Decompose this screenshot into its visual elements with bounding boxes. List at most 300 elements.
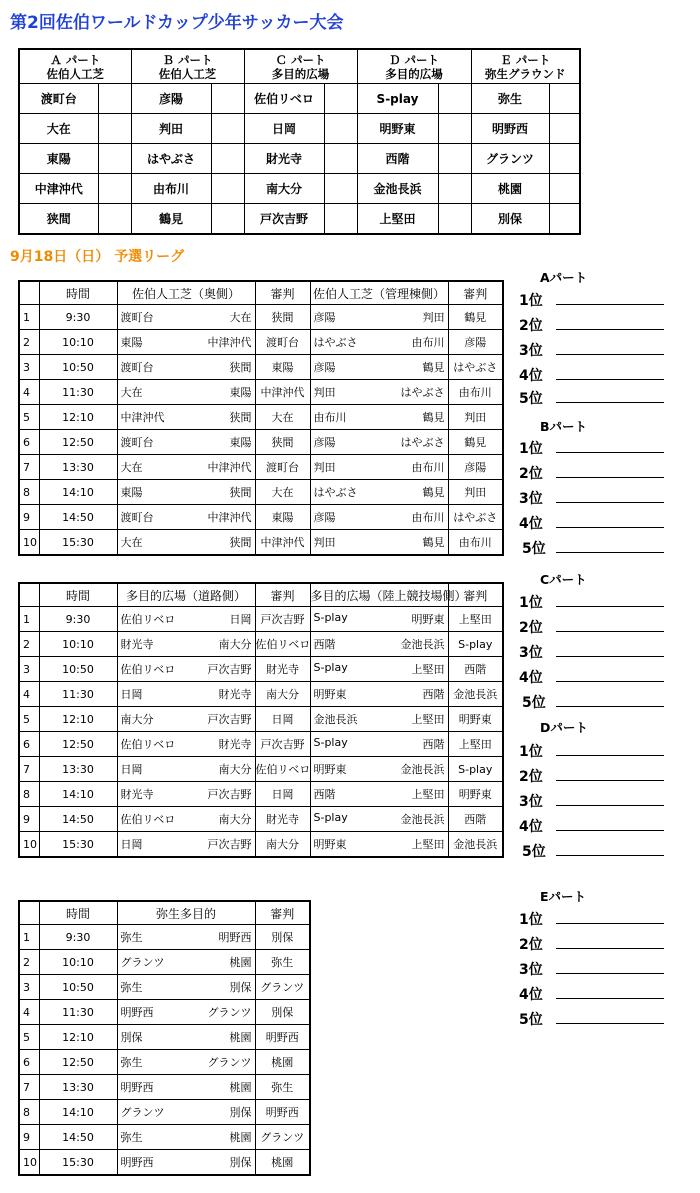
standings-rank-label: 5位 — [519, 391, 543, 407]
group-blank-cell — [324, 144, 357, 174]
group-team-cell: 財光寺 — [244, 144, 324, 174]
group-team-cell: 渡町台 — [19, 84, 98, 114]
home-team: 佐伯リベロ — [120, 813, 176, 826]
away-team: 中津沖代 — [207, 511, 252, 524]
schedule-row — [19, 405, 503, 430]
home-team: 明野東 — [313, 838, 347, 851]
group-blank-cell — [438, 144, 471, 174]
match-cell — [117, 832, 255, 858]
schedule-header-cell: 弥生多目的 — [117, 901, 255, 925]
home-team: 判田 — [313, 536, 336, 549]
referee-cell: 鶴見 — [448, 305, 503, 330]
home-team: 佐伯リベロ — [120, 663, 176, 676]
schedule-header-cell: 時間 — [39, 583, 117, 607]
match-number: 10 — [19, 1150, 39, 1176]
standings-rank-label: 5位 — [522, 695, 546, 711]
referee-cell: 南大分 — [255, 832, 310, 858]
schedule-row — [19, 757, 503, 782]
home-team: 日岡 — [120, 688, 143, 701]
home-team: 弥生 — [120, 1131, 143, 1144]
schedule-row — [19, 732, 503, 757]
standings-rank-label: 1位 — [519, 744, 543, 760]
match-number: 5 — [19, 405, 39, 430]
away-team: 鶴見 — [422, 536, 445, 549]
match-cell — [117, 530, 255, 556]
away-team: はやぶさ — [400, 436, 445, 449]
standings-rank-label: 3位 — [519, 491, 543, 507]
home-team: 彦陽 — [313, 436, 336, 449]
referee-cell: 彦陽 — [448, 330, 503, 355]
group-blank-cell — [211, 174, 244, 204]
away-team: 別保 — [229, 1106, 252, 1119]
home-team: 明野西 — [120, 1081, 154, 1094]
match-cell — [117, 1100, 255, 1125]
referee-cell: 金池長浜 — [448, 682, 503, 707]
match-time: 14:50 — [39, 807, 117, 832]
home-team: 渡町台 — [120, 436, 154, 449]
home-team: 東陽 — [120, 336, 143, 349]
match-cell — [310, 530, 448, 556]
match-time: 10:50 — [39, 657, 117, 682]
home-team: 中津沖代 — [120, 411, 165, 424]
match-cell — [310, 380, 448, 405]
schedule-row — [19, 925, 310, 950]
match-number: 8 — [19, 1100, 39, 1125]
schedule-row — [19, 1150, 310, 1176]
match-cell — [310, 455, 448, 480]
standings-entry-line — [556, 402, 664, 403]
match-cell — [310, 355, 448, 380]
match-number: 2 — [19, 950, 39, 975]
match-cell — [117, 330, 255, 355]
standings-rank-label: 3位 — [519, 645, 543, 661]
match-cell — [310, 505, 448, 530]
referee-cell: 佐伯リベロ — [255, 632, 310, 657]
schedule-row — [19, 1050, 310, 1075]
schedule-row — [19, 707, 503, 732]
match-time: 15:30 — [39, 832, 117, 858]
schedule-row — [19, 607, 503, 632]
away-team: 鶴見 — [422, 361, 445, 374]
match-cell — [117, 975, 255, 1000]
schedule-row — [19, 380, 503, 405]
match-time: 10:10 — [39, 950, 117, 975]
away-team: 鶴見 — [422, 486, 445, 499]
standings-entry-line — [556, 706, 664, 707]
match-number: 3 — [19, 657, 39, 682]
match-time: 12:50 — [39, 1050, 117, 1075]
group-table — [18, 48, 581, 235]
referee-cell: 南大分 — [255, 682, 310, 707]
schedule-row — [19, 807, 503, 832]
home-team: はやぶさ — [313, 336, 358, 349]
standings-rank-label: 5位 — [522, 541, 546, 557]
schedule-table-jinkoshiba — [18, 280, 504, 556]
away-team: 上堅田 — [411, 713, 445, 726]
standings-entry-line — [556, 452, 664, 453]
home-team: S-play — [313, 611, 348, 624]
schedule-header-row — [19, 901, 310, 925]
group-blank-cell — [211, 84, 244, 114]
referee-cell: 財光寺 — [255, 807, 310, 832]
match-time: 11:30 — [39, 682, 117, 707]
away-team: 鶴見 — [422, 411, 445, 424]
group-team-cell: グランツ — [471, 144, 549, 174]
schedule-row — [19, 430, 503, 455]
group-blank-cell — [211, 204, 244, 235]
away-team: 桃園 — [229, 956, 252, 969]
standings-rank-label: 3位 — [519, 794, 543, 810]
referee-cell: 東陽 — [255, 505, 310, 530]
standings-entry-line — [556, 552, 664, 553]
match-number: 4 — [19, 682, 39, 707]
group-blank-cell — [98, 84, 131, 114]
group-team-cell: 明野東 — [357, 114, 438, 144]
away-team: 狭間 — [229, 411, 252, 424]
match-number: 6 — [19, 1050, 39, 1075]
match-cell — [117, 1150, 255, 1176]
match-cell — [117, 505, 255, 530]
away-team: 上堅田 — [411, 788, 445, 801]
away-team: 東陽 — [229, 386, 252, 399]
standings-entry-line — [556, 304, 664, 305]
referee-cell: 東陽 — [255, 355, 310, 380]
schedule-table-tamokuteki — [18, 582, 504, 858]
referee-cell: 大在 — [255, 480, 310, 505]
away-team: 財光寺 — [218, 738, 252, 751]
away-team: 南大分 — [218, 638, 252, 651]
group-header-e: Ｅ パート 弥生グラウンド — [471, 49, 580, 84]
match-cell — [310, 707, 448, 732]
group-row — [19, 114, 580, 144]
home-team: 佐伯リベロ — [120, 738, 176, 751]
home-team: 明野西 — [120, 1006, 154, 1019]
match-time: 14:10 — [39, 782, 117, 807]
away-team: 東陽 — [229, 436, 252, 449]
standings-rank-label: 1位 — [519, 441, 543, 457]
match-time: 14:10 — [39, 480, 117, 505]
away-team: 大在 — [229, 311, 252, 324]
match-time: 10:50 — [39, 355, 117, 380]
referee-cell: 中津沖代 — [255, 380, 310, 405]
group-team-cell: 西階 — [357, 144, 438, 174]
match-cell — [310, 657, 448, 682]
schedule-table-yayoi — [18, 900, 311, 1176]
standings-entry-line — [556, 830, 664, 831]
match-cell — [310, 682, 448, 707]
group-team-cell: 鶴見 — [131, 204, 211, 235]
match-cell — [117, 607, 255, 632]
group-team-cell: 東陽 — [19, 144, 98, 174]
away-team: 由布川 — [411, 461, 445, 474]
match-time: 9:30 — [39, 607, 117, 632]
standings-entry-line — [556, 606, 664, 607]
standings-entry-line — [556, 923, 664, 924]
match-time: 13:30 — [39, 757, 117, 782]
referee-cell: 明野東 — [448, 782, 503, 807]
away-team: 明野西 — [218, 931, 252, 944]
match-number: 7 — [19, 757, 39, 782]
group-blank-cell — [549, 204, 580, 235]
group-team-cell: 金池長浜 — [357, 174, 438, 204]
home-team: 別保 — [120, 1031, 143, 1044]
away-team: 南大分 — [218, 763, 252, 776]
away-team: 中津沖代 — [207, 461, 252, 474]
home-team: 弥生 — [120, 931, 143, 944]
referee-cell: 戸次吉野 — [255, 607, 310, 632]
group-team-cell: 中津沖代 — [19, 174, 98, 204]
referee-cell: 明野西 — [255, 1100, 310, 1125]
away-team: 日岡 — [229, 613, 252, 626]
home-team: 判田 — [313, 461, 336, 474]
home-team: 渡町台 — [120, 361, 154, 374]
group-blank-cell — [549, 84, 580, 114]
referee-cell: 大在 — [255, 405, 310, 430]
match-cell — [310, 807, 448, 832]
schedule-header-cell: 審判 — [448, 583, 503, 607]
referee-cell: 彦陽 — [448, 455, 503, 480]
group-blank-cell — [98, 114, 131, 144]
group-header-d: Ｄ パート 多目的広場 — [357, 49, 471, 84]
group-team-cell: 大在 — [19, 114, 98, 144]
match-number: 6 — [19, 430, 39, 455]
schedule-header-cell: 時間 — [39, 281, 117, 305]
match-cell — [117, 757, 255, 782]
away-team: 戸次吉野 — [207, 788, 252, 801]
group-blank-cell — [438, 204, 471, 235]
home-team: 彦陽 — [313, 511, 336, 524]
referee-cell: 中津沖代 — [255, 530, 310, 556]
standings-rank-label: 4位 — [519, 368, 543, 384]
group-header-c: Ｃ パート 多目的広場 — [244, 49, 357, 84]
away-team: 上堅田 — [411, 663, 445, 676]
away-team: 桃園 — [229, 1081, 252, 1094]
match-number: 6 — [19, 732, 39, 757]
schedule-row — [19, 530, 503, 556]
standings-rank-label: 5位 — [522, 844, 546, 860]
away-team: 由布川 — [411, 511, 445, 524]
home-team: S-play — [313, 736, 348, 749]
schedule-header-row — [19, 583, 503, 607]
group-team-cell: 日岡 — [244, 114, 324, 144]
away-team: はやぶさ — [400, 386, 445, 399]
home-team: 由布川 — [313, 411, 347, 424]
home-team: 財光寺 — [120, 638, 154, 651]
match-cell — [117, 1000, 255, 1025]
schedule-row — [19, 505, 503, 530]
match-cell — [310, 430, 448, 455]
standings-entry-line — [556, 656, 664, 657]
match-number: 5 — [19, 1025, 39, 1050]
match-cell — [117, 807, 255, 832]
standings-rank-label: 2位 — [519, 620, 543, 636]
match-cell — [310, 732, 448, 757]
schedule-row — [19, 657, 503, 682]
referee-cell: 西階 — [448, 807, 503, 832]
referee-cell: 財光寺 — [255, 657, 310, 682]
schedule-row — [19, 632, 503, 657]
referee-cell: 渡町台 — [255, 330, 310, 355]
referee-cell: 上堅田 — [448, 732, 503, 757]
referee-cell: グランツ — [255, 1125, 310, 1150]
group-blank-cell — [324, 204, 357, 235]
match-time: 12:50 — [39, 732, 117, 757]
match-cell — [117, 480, 255, 505]
match-number: 3 — [19, 355, 39, 380]
match-cell — [117, 950, 255, 975]
home-team: 大在 — [120, 386, 143, 399]
group-blank-cell — [324, 114, 357, 144]
match-cell — [117, 925, 255, 950]
group-team-cell: 由布川 — [131, 174, 211, 204]
match-cell — [117, 682, 255, 707]
group-team-cell: 弥生 — [471, 84, 549, 114]
group-team-cell: 別保 — [471, 204, 549, 235]
standings-entry-line — [556, 755, 664, 756]
schedule-row — [19, 1025, 310, 1050]
match-number: 3 — [19, 975, 39, 1000]
referee-cell: はやぶさ — [448, 505, 503, 530]
match-time: 9:30 — [39, 925, 117, 950]
match-cell — [117, 657, 255, 682]
referee-cell: 別保 — [255, 925, 310, 950]
away-team: 金池長浜 — [400, 813, 445, 826]
match-cell — [117, 355, 255, 380]
referee-cell: 弥生 — [255, 950, 310, 975]
home-team: 西階 — [313, 638, 336, 651]
schedule-header-cell: 多目的広場（道路側） — [117, 583, 255, 607]
referee-cell: 弥生 — [255, 1075, 310, 1100]
home-team: 渡町台 — [120, 311, 154, 324]
schedule-row — [19, 1100, 310, 1125]
referee-cell: 金池長浜 — [448, 832, 503, 858]
home-team: グランツ — [120, 956, 165, 969]
schedule-row — [19, 1125, 310, 1150]
standings-rank-label: 2位 — [519, 769, 543, 785]
home-team: 彦陽 — [313, 361, 336, 374]
match-time: 12:50 — [39, 430, 117, 455]
group-blank-cell — [438, 84, 471, 114]
standings-entry-line — [556, 329, 664, 330]
match-number: 8 — [19, 480, 39, 505]
match-time: 10:50 — [39, 975, 117, 1000]
home-team: 日岡 — [120, 838, 143, 851]
match-time: 13:30 — [39, 455, 117, 480]
away-team: 由布川 — [411, 336, 445, 349]
referee-cell: 日岡 — [255, 782, 310, 807]
match-number: 9 — [19, 505, 39, 530]
match-time: 14:50 — [39, 1125, 117, 1150]
schedule-row — [19, 975, 310, 1000]
home-team: 渡町台 — [120, 511, 154, 524]
away-team: 戸次吉野 — [207, 663, 252, 676]
match-number: 7 — [19, 455, 39, 480]
match-time: 12:10 — [39, 707, 117, 732]
match-cell — [117, 430, 255, 455]
referee-cell: 上堅田 — [448, 607, 503, 632]
referee-cell: 由布川 — [448, 530, 503, 556]
home-team: 日岡 — [120, 763, 143, 776]
standings-rank-label: 2位 — [519, 466, 543, 482]
home-team: 彦陽 — [313, 311, 336, 324]
schedule-subtitle: 9月18日（日） 予選リーグ — [10, 249, 185, 265]
schedule-row — [19, 355, 503, 380]
group-blank-cell — [324, 174, 357, 204]
match-time: 11:30 — [39, 1000, 117, 1025]
home-team: 判田 — [313, 386, 336, 399]
home-team: 西階 — [313, 788, 336, 801]
group-team-cell: 上堅田 — [357, 204, 438, 235]
away-team: 金池長浜 — [400, 638, 445, 651]
match-cell — [310, 782, 448, 807]
standings-rank-label: 2位 — [519, 318, 543, 334]
match-number: 10 — [19, 530, 39, 556]
standings-entry-line — [556, 631, 664, 632]
match-cell — [117, 455, 255, 480]
match-number: 4 — [19, 380, 39, 405]
standings-entry-line — [556, 354, 664, 355]
match-cell — [117, 1125, 255, 1150]
home-team: 財光寺 — [120, 788, 154, 801]
group-blank-cell — [438, 114, 471, 144]
match-cell — [117, 380, 255, 405]
match-time: 12:10 — [39, 405, 117, 430]
standings-rank-label: 1位 — [519, 293, 543, 309]
schedule-row — [19, 330, 503, 355]
group-team-cell: はやぶさ — [131, 144, 211, 174]
home-team: 弥生 — [120, 981, 143, 994]
referee-cell: 明野西 — [255, 1025, 310, 1050]
match-number: 8 — [19, 782, 39, 807]
referee-cell: S-play — [448, 757, 503, 782]
away-team: 狭間 — [229, 361, 252, 374]
match-number: 1 — [19, 607, 39, 632]
match-cell — [310, 305, 448, 330]
schedule-row — [19, 682, 503, 707]
group-team-cell: 桃園 — [471, 174, 549, 204]
match-cell — [117, 305, 255, 330]
standings-rank-label: 1位 — [519, 595, 543, 611]
schedule-row — [19, 1000, 310, 1025]
referee-cell: 鶴見 — [448, 430, 503, 455]
standings-part-label: Aパート — [540, 270, 588, 285]
home-team: 明野東 — [313, 688, 347, 701]
match-number: 9 — [19, 807, 39, 832]
group-row — [19, 174, 580, 204]
match-number: 2 — [19, 330, 39, 355]
referee-cell: 戸次吉野 — [255, 732, 310, 757]
referee-cell: 狭間 — [255, 430, 310, 455]
group-blank-cell — [98, 144, 131, 174]
schedule-header-row — [19, 281, 503, 305]
schedule-header-cell: 審判 — [255, 583, 310, 607]
group-team-cell: 南大分 — [244, 174, 324, 204]
standings-entry-line — [556, 379, 664, 380]
match-time: 10:10 — [39, 632, 117, 657]
away-team: 西階 — [422, 688, 445, 701]
referee-cell: グランツ — [255, 975, 310, 1000]
match-number: 9 — [19, 1125, 39, 1150]
referee-cell: 佐伯リベロ — [255, 757, 310, 782]
away-team: 桃園 — [229, 1131, 252, 1144]
match-cell — [310, 832, 448, 858]
referee-cell: 西階 — [448, 657, 503, 682]
group-row — [19, 84, 580, 114]
match-time: 12:10 — [39, 1025, 117, 1050]
home-team: グランツ — [120, 1106, 165, 1119]
away-team: 桃園 — [229, 1031, 252, 1044]
away-team: 中津沖代 — [207, 336, 252, 349]
